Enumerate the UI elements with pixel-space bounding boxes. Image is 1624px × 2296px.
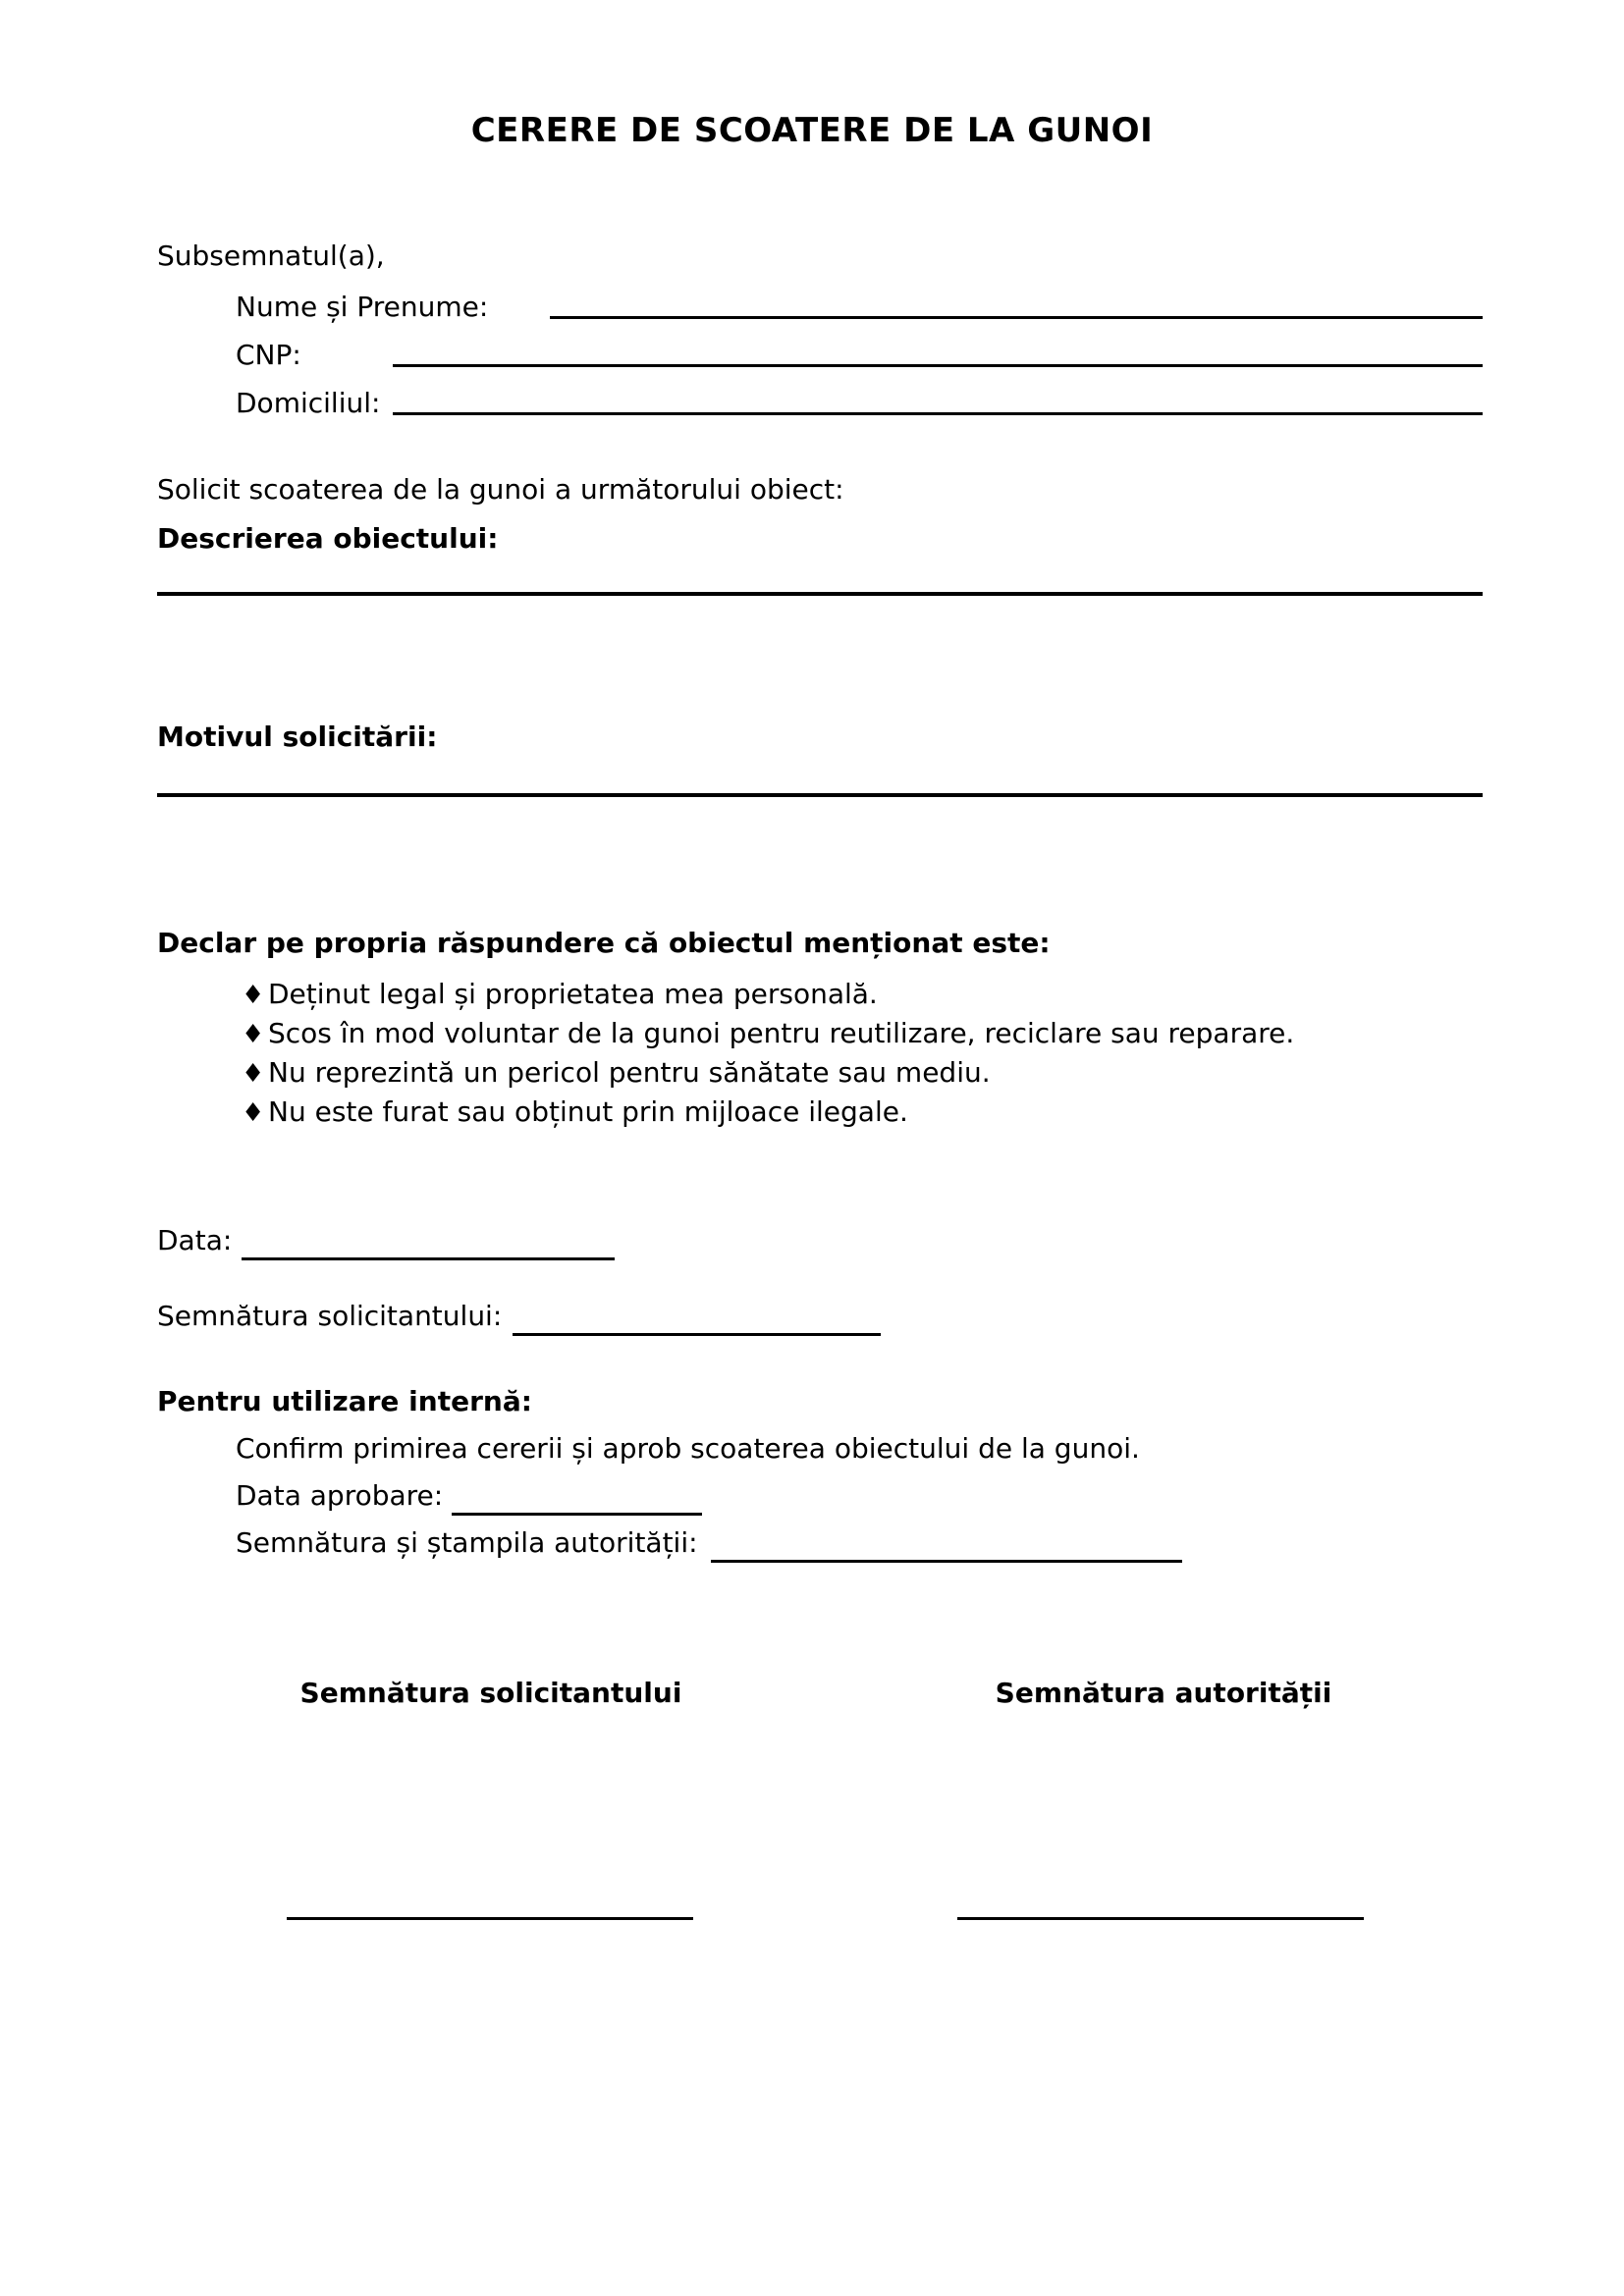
approval-date-fill-line xyxy=(452,1513,702,1516)
field-label-domiciliul: Domiciliul: xyxy=(236,387,381,419)
internal-use-heading: Pentru utilizare internă: xyxy=(157,1385,532,1417)
declaration-heading: Declar pe propria răspundere că obiectul menționat este: xyxy=(157,927,1051,959)
applicant-signature-label: Semnătura solicitantului: xyxy=(157,1300,503,1332)
fill-line-cnp xyxy=(393,364,1483,367)
applicant-signature-bottom-line xyxy=(287,1917,693,1920)
diamond-bullet-icon: ♦ xyxy=(242,1098,265,1128)
authority-signature-fill-line xyxy=(711,1560,1182,1563)
authority-signature-bottom-line xyxy=(957,1917,1364,1920)
declaration-item-text: Scos în mod voluntar de la gunoi pentru reutilizare, reciclare sau reparare. xyxy=(268,1017,1295,1049)
reason-fill-line xyxy=(157,793,1483,797)
reason-heading: Motivul solicitării: xyxy=(157,721,438,753)
diamond-bullet-icon: ♦ xyxy=(242,981,265,1010)
diamond-bullet-icon: ♦ xyxy=(242,1020,265,1049)
field-label-cnp: CNP: xyxy=(236,339,301,371)
declaration-item-text: Nu este furat sau obținut prin mijloace ilegale. xyxy=(268,1095,908,1128)
declaration-item xyxy=(242,1017,1294,1049)
declaration-item xyxy=(242,978,878,1010)
declaration-item xyxy=(242,1095,908,1128)
intro-text: Subsemnatul(a), xyxy=(157,240,385,272)
signature-column-authority-title: Semnătura autorității xyxy=(995,1677,1332,1709)
request-line-text: Solicit scoaterea de la gunoi a următorului obiect: xyxy=(157,473,844,506)
fill-line-nume-prenume xyxy=(550,316,1483,319)
applicant-signature-fill-line xyxy=(513,1333,881,1336)
date-fill-line xyxy=(242,1257,615,1260)
date-label: Data: xyxy=(157,1224,233,1256)
declaration-item-text: Deținut legal și proprietatea mea personală. xyxy=(268,978,878,1010)
signature-column-applicant-title: Semnătura solicitantului xyxy=(299,1677,682,1709)
page-title: CERERE DE SCOATERE DE LA GUNOI xyxy=(470,111,1154,150)
declaration-item xyxy=(242,1056,991,1089)
authority-signature-label: Semnătura și ștampila autorității: xyxy=(236,1526,698,1559)
approval-date-label: Data aprobare: xyxy=(236,1479,444,1512)
internal-confirm-text: Confirm primirea cererii și aprob scoaterea obiectului de la gunoi. xyxy=(236,1432,1140,1465)
description-heading: Descrierea obiectului: xyxy=(157,522,499,555)
fill-line-domiciliul xyxy=(393,412,1483,415)
description-fill-line xyxy=(157,592,1483,596)
diamond-bullet-icon: ♦ xyxy=(242,1059,265,1089)
field-label-nume-prenume: Nume și Prenume: xyxy=(236,291,489,323)
declaration-item-text: Nu reprezintă un pericol pentru sănătate sau mediu. xyxy=(268,1056,991,1089)
